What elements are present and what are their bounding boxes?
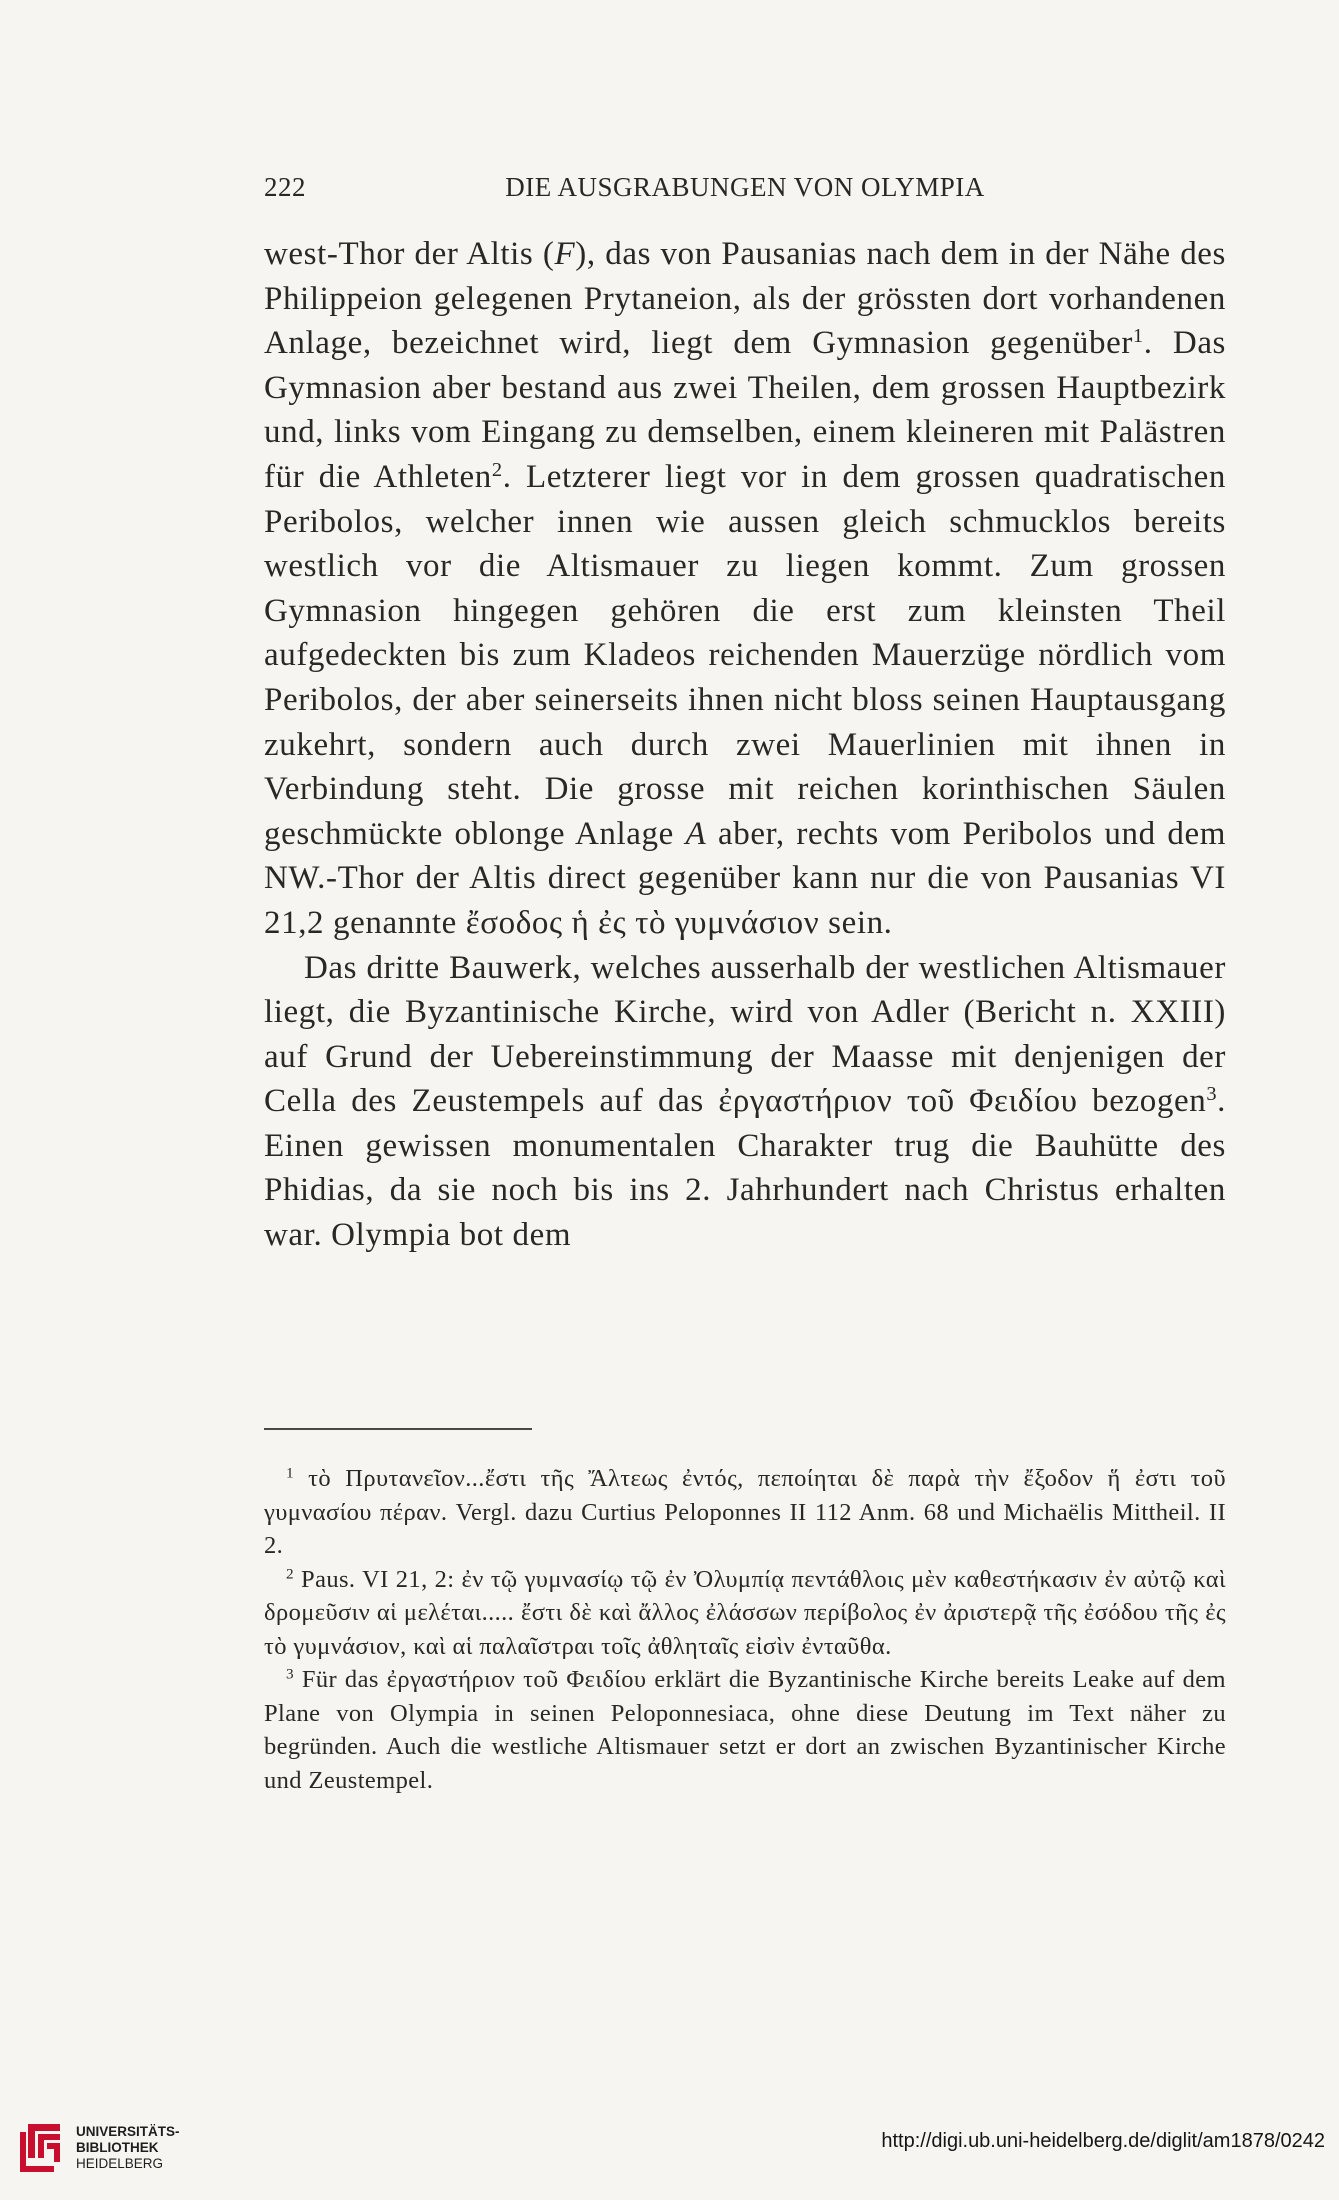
text-run: . Einen gewissen monumentalen Charakter trug die Bauhütte des Phidias, da sie noch bis ins 2. Jahrhundert nach Christus erhalten war. Olympia bot dem <box>264 1083 1226 1254</box>
text-run: ), das von Pausanias nach dem in der Nähe des Philippeion gelegenen Prytaneion, als der grössten dort vorhandenen Anlage, bezeichnet wird, liegt dem Gymnasion gegenüber <box>264 236 1227 362</box>
footnote-text: τὸ Πρυτανεῖον...ἔστι τῆς Ἄλτεως ἐντός, πεποίηται δὲ παρὰ τὴν ἔξοδον ἥ ἐστι τοῦ γυμνασίου πέραν. Vergl. dazu Curtius Peloponnes II 112 Anm. 68 und Michaëlis Mittheil. II 2. <box>264 1465 1226 1559</box>
footnote-divider <box>264 1428 532 1430</box>
library-logo-text <box>76 2124 180 2172</box>
footnote-2 <box>264 1563 1226 1664</box>
footnote-text: Paus. VI 21, 2: ἐν τῷ γυμνασίῳ τῷ ἐν Ὀλυμπίᾳ πεντάθλοις μὲν καθεστήκασιν ἐν αὐτῷ καὶ δρομεῦσιν αἱ μελέται..... ἔστι δὲ καὶ ἄλλος ἐλάσσων περίβολος ἐν ἀριστερᾷ τῆς ἐσόδου τῆς ἐς τὸ γυμνάσιον, καὶ αἱ παλαῖστραι τοῖς ἀθληταῖς εἰσὶν ἐνταῦθα. <box>264 1565 1226 1660</box>
library-logo-icon <box>14 2118 68 2180</box>
text-run: Das dritte Bauwerk, welches ausserhalb der westlichen Altismauer liegt, die Byzantinische Kirche, wird von Adler (Bericht n. XXIII) auf Grund der Uebereinstimmung der Maasse mit denjenigen der Cella des Zeustempels auf das ἐργαστήριον τοῦ Φειδίου bezogen <box>264 949 1226 1120</box>
footnote-ref-1[interactable]: 1 <box>1132 324 1144 347</box>
logo-line: HEIDELBERG <box>76 2156 164 2171</box>
italic-letter-A: A <box>685 815 707 852</box>
footnote-mark: 1 <box>286 1464 294 1482</box>
logo-line: UNIVERSITÄTS- <box>76 2124 180 2139</box>
logo-line: BIBLIOTHEK <box>76 2140 159 2155</box>
footnote-ref-3[interactable]: 3 <box>1206 1083 1218 1106</box>
running-title: DIE AUSGRABUNGEN VON OLYMPIA <box>505 172 985 202</box>
footnote-3 <box>264 1663 1226 1797</box>
footnote-ref-2[interactable]: 2 <box>491 458 503 481</box>
text-run: aber, rechts vom Peribolos und dem NW.-Thor der Altis direct gegenüber kann nur die von Pausanias VI 21,2 genannte ἔσοδος ἡ ἐς τὸ γυμνάσιον sein. <box>264 815 1226 941</box>
footnote-1 <box>264 1462 1226 1563</box>
page-footer <box>0 2118 1339 2200</box>
footnote-text: Für das ἐργαστήριον τοῦ Φειδίου erklärt die Byzantinische Kirche bereits Leake auf dem Plane von Olympia in seinen Peloponnesiaca, ohne diese Deutung im Text näher zu begründen. Auch die westliche Altismauer setzt er dort an zwischen Byzantinischer Kirche und Zeustempel. <box>264 1666 1226 1794</box>
footnote-mark: 3 <box>286 1665 294 1683</box>
paragraph-2 <box>264 946 1226 1258</box>
page-number: 222 <box>264 172 306 202</box>
italic-letter-F: F <box>554 236 576 272</box>
footnote-mark: 2 <box>286 1565 294 1583</box>
library-logo[interactable] <box>14 2118 184 2188</box>
source-url[interactable]: http://digi.ub.uni-heidelberg.de/diglit/am1878/0242 <box>881 2130 1325 2152</box>
main-text <box>264 232 1226 1258</box>
text-run: . Das Gymnasion aber bestand aus zwei Theilen, dem grossen Hauptbezirk und, links vom Eingang zu demselben, einem kleineren mit Palästren für die Athleten <box>264 325 1227 495</box>
text-run: . Letzterer liegt vor in dem grossen quadratischen Peribolos, welcher innen wie aussen gleich schmucklos bereits westlich vor die Altismauer zu liegen kommt. Zum grossen Gymnasion hingegen gehören die erst zum kleinsten Theil aufgedeckten bis zum Kladeos reichenden Mauerzüge nördlich vom Peribolos, der aber seinerseits ihnen nicht bloss seinen Hauptausgang zukehrt, sondern auch durch zwei Mauerlinien mit ihnen in Verbindung steht. Die grosse mit reichen korinthischen Säulen geschmückte oblonge Anlage <box>264 458 1226 852</box>
text-run: west-Thor der Altis ( <box>264 236 555 272</box>
paragraph-1 <box>264 232 1226 946</box>
footnotes <box>264 1462 1226 1797</box>
